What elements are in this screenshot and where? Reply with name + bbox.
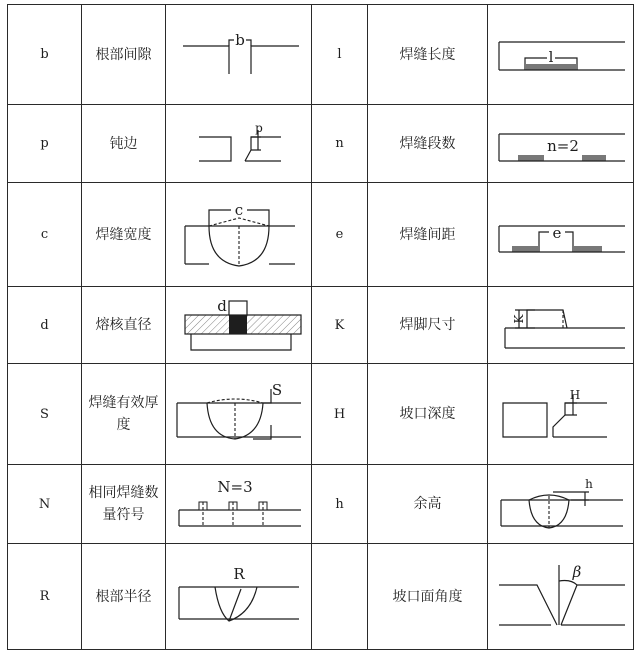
symbol-cell	[312, 544, 368, 650]
dimension-label: R	[232, 564, 245, 583]
dimension-label: H	[569, 387, 580, 402]
table-row	[8, 364, 634, 465]
symbol-cell: b	[8, 5, 82, 105]
name-cell: 熔核直径	[82, 287, 166, 364]
symbol-cell: K	[312, 287, 368, 364]
root-radius-figure	[166, 544, 312, 650]
table-row	[8, 544, 634, 650]
symbol-cell: R	[8, 544, 82, 650]
leg-size-figure	[488, 287, 634, 364]
dimension-label: d	[216, 296, 227, 315]
dimension-label: β	[572, 562, 581, 581]
groove-face-angle-figure	[488, 544, 634, 650]
name-cell: 焊缝有效厚度	[82, 364, 166, 465]
symbol-cell: N	[8, 465, 82, 544]
table-row	[8, 465, 634, 544]
name-cell: 根部间隙	[82, 5, 166, 105]
dimension-label: K	[511, 314, 526, 323]
dimension-label: N=3	[216, 477, 253, 496]
dimension-label: e	[552, 223, 561, 242]
effective-throat-figure	[166, 364, 312, 465]
nugget-diameter-figure	[166, 287, 312, 364]
weld-length-figure	[488, 5, 634, 105]
symbol-cell: c	[8, 183, 82, 287]
name-cell: 坡口深度	[368, 364, 488, 465]
name-cell: 相同焊缝数量符号	[82, 465, 166, 544]
symbol-cell: S	[8, 364, 82, 465]
weld-segment-count-figure	[488, 105, 634, 183]
symbol-cell: d	[8, 287, 82, 364]
name-cell: 根部半径	[82, 544, 166, 650]
name-cell: 焊缝长度	[368, 5, 488, 105]
symbol-cell: H	[312, 364, 368, 465]
table-row	[8, 105, 634, 183]
weld-pitch-figure	[488, 183, 634, 287]
name-cell: 坡口面角度	[368, 544, 488, 650]
dimension-label: n=2	[546, 136, 579, 155]
name-cell: 焊脚尺寸	[368, 287, 488, 364]
table-row	[8, 287, 634, 364]
name-cell: 钝边	[82, 105, 166, 183]
name-cell: 焊缝段数	[368, 105, 488, 183]
symbol-cell: h	[312, 465, 368, 544]
name-cell: 焊缝宽度	[82, 183, 166, 287]
table-row	[8, 5, 634, 105]
weld-dimension-symbol-table	[7, 4, 633, 649]
name-cell: 余高	[368, 465, 488, 544]
symbol-cell: p	[8, 105, 82, 183]
dimension-label: c	[234, 200, 243, 219]
symbol-table	[7, 4, 634, 650]
dimension-label: b	[234, 30, 245, 49]
root-gap-figure	[166, 5, 312, 105]
groove-depth-figure	[488, 364, 634, 465]
symbol-cell: l	[312, 5, 368, 105]
symbol-cell: n	[312, 105, 368, 183]
dimension-label: h	[584, 476, 593, 491]
identical-weld-count-figure	[166, 465, 312, 544]
table-row	[8, 183, 634, 287]
root-face-figure	[166, 105, 312, 183]
symbol-cell: e	[312, 183, 368, 287]
reinforcement-height-figure	[488, 465, 634, 544]
dimension-label: l	[548, 47, 553, 66]
dimension-label: S	[271, 380, 282, 399]
name-cell: 焊缝间距	[368, 183, 488, 287]
dimension-label: p	[254, 120, 263, 135]
weld-width-figure	[166, 183, 312, 287]
